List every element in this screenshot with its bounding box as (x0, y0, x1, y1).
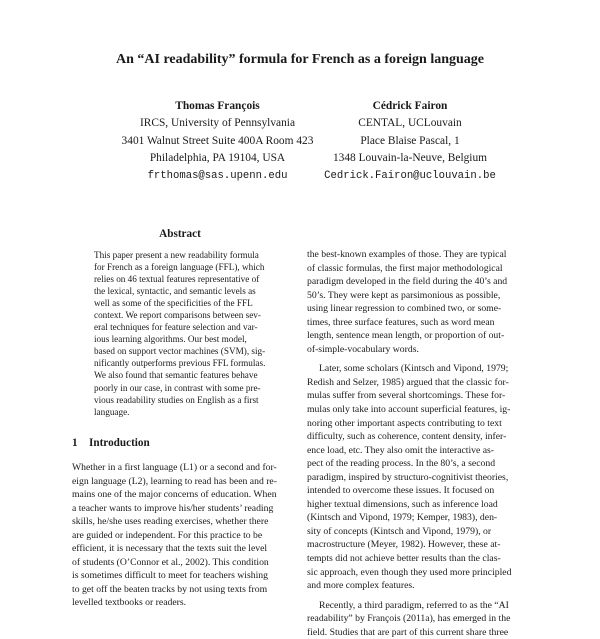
body-line: a teacher wants to improve his/her students’ reading (72, 502, 274, 514)
body-line: readability” by François (2011a), has emerged in the (307, 613, 511, 625)
abstract-line: vious readability studies on English as a first (94, 394, 259, 405)
body-line: Redish and Selzer, 1985) argued that the classic for- (307, 376, 509, 388)
abstract-body (94, 249, 289, 418)
body-line: higher textual dimensions, such as inference load (307, 498, 498, 510)
body-line: skills, he/she uses reading exercises, whether there (72, 516, 269, 528)
body-line: Whether in a first language (L1) or a second and for- (72, 462, 277, 473)
body-line: length, sentence mean length, or proportion of out- (307, 330, 505, 342)
author-email: frthomas@sas.upenn.edu (147, 169, 288, 182)
abstract-line: the lexical, syntactic, and semantic levels as (94, 286, 256, 297)
body-line: of classic formulas, the first major methodological (307, 262, 503, 274)
abstract-line: context. We report comparisons between sev- (94, 310, 261, 321)
body-line: of-simple-vocabulary words. (307, 343, 419, 355)
paper-title: An “AI readability” formula for French as a foreign language (115, 52, 485, 67)
body-line: Recently, a third paradigm, referred to as the “AI (319, 599, 509, 611)
section-title: Introduction (89, 437, 150, 449)
abstract-line: We also found that semantic features behave (94, 370, 258, 381)
body-line: intended to overcome these issues. It focused on (307, 485, 495, 497)
body-line: times, three surface features, such as word mean (307, 316, 495, 328)
author-name: Cédrick Fairon (372, 100, 448, 112)
body-line: (Kintsch and Vipond, 1979; Kemper, 1983), den- (307, 512, 498, 524)
body-line: ence load, etc. They also omit the interactive as- (307, 444, 495, 456)
author-affiliation-line: Place Blaise Pascal, 1 (360, 134, 460, 147)
author-block-fairon (280, 98, 540, 185)
body-line: mulas suffer from several shortcomings. These for- (307, 390, 506, 402)
body-line: is sometimes difficult to meet for teachers wishing (72, 570, 268, 582)
body-line: 50’s. They were kept as parsimonious as possible, (307, 289, 501, 301)
author-affiliation-line: 1348 Louvain-la-Neuve, Belgium (332, 152, 488, 165)
abstract-line: nificantly outperforms previous FFL formulas. (94, 358, 266, 369)
right-paragraph-3 (307, 599, 532, 639)
abstract-line: relies on 46 textual features representative of (94, 274, 260, 285)
body-line: are guided or independent. For this practice to be (72, 529, 263, 541)
author-email: Cedrick.Fairon@uclouvain.be (324, 169, 496, 182)
right-paragraph-2 (307, 362, 532, 592)
body-line: of students (O’Connor et al., 2002). This condition (72, 556, 269, 568)
body-line: difficulty, such as coherence, content density, infer- (307, 431, 507, 443)
abstract-line: based on support vector machines (SVM), sig- (94, 346, 266, 357)
abstract-line: well as some of the specificities of the FFL (94, 298, 253, 309)
abstract-line: This paper present a new readability formula (94, 250, 259, 260)
section-number: 1 (72, 437, 78, 449)
body-line: pect of the reading process. In the 80’s, a second (307, 458, 496, 470)
body-line: the best-known examples of those. They are typical (307, 249, 507, 260)
introduction-paragraph (72, 461, 297, 610)
body-line: paradigm, inspired by structuro-cognitivist theories, (307, 471, 509, 483)
body-line: Later, some scholars (Kintsch and Vipond, 1979; (319, 363, 509, 375)
abstract-heading: Abstract (159, 228, 201, 240)
author-affiliation-line: Philadelphia, PA 19104, USA (149, 152, 286, 165)
abstract-line: ious learning algorithms. Our best model, (94, 334, 247, 345)
author-affiliation-line: IRCS, University of Pennsylvania (139, 117, 296, 130)
body-line: noring other important aspects contributing to text (307, 417, 502, 429)
author-affiliation-line: 3401 Walnut Street Suite 400A Room 423 (121, 134, 314, 147)
body-line: paradigm developed in the field during the 40’s and (307, 276, 508, 288)
abstract-line: for French as a foreign language (FFL), which (94, 262, 265, 273)
abstract-line: eral techniques for feature selection and var- (94, 322, 258, 333)
body-line: mulas only take into account superficial features, ig- (307, 404, 511, 416)
abstract-line: poorly in our case, in contrast with some pre- (94, 382, 261, 393)
abstract-line: language. (94, 406, 130, 417)
author-affiliation-line: CENTAL, UCLouvain (358, 117, 462, 130)
body-line: macrostructure (Meyer, 1982). However, these at- (307, 539, 501, 551)
body-line: tempts did not achieve better results than the clas- (307, 553, 501, 565)
right-column (307, 248, 532, 639)
section-heading-introduction (72, 437, 292, 449)
body-line: efficient, it is necessary that the texts suit the level (72, 543, 268, 555)
body-line: mains one of the major concerns of education. When (72, 489, 277, 501)
body-line: levelled textbooks or readers. (72, 597, 187, 609)
body-line: using linear regression to combined two, or some- (307, 303, 502, 315)
body-line: to get off the beaten tracks by not using texts from (72, 583, 268, 595)
body-line: field. Studies that are part of this current share three (307, 626, 509, 638)
body-line: eign language (L2), learning to read has been and re- (72, 475, 277, 487)
body-line: sity of concepts (Kintsch and Vipond, 1979), or (307, 525, 492, 537)
right-paragraph-1 (307, 248, 532, 356)
author-name: Thomas François (175, 100, 260, 112)
body-line: and more complex features. (307, 580, 415, 592)
body-line: sic approach, even though they used more principled (307, 566, 512, 578)
